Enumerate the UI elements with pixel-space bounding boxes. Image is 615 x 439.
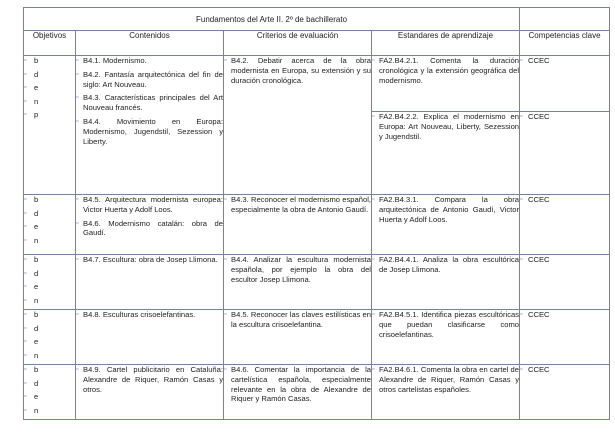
competencia-cell bbox=[520, 56, 610, 112]
objetivo-item: ▫ b bbox=[24, 56, 39, 65]
objetivos-list bbox=[24, 56, 75, 124]
contenidos-cell bbox=[76, 56, 227, 195]
criterio-item: ▫ B4.3. Reconocer el modernismo español, especialmente la obra de Antonio Gaudí. bbox=[224, 195, 371, 214]
objetivos-cell bbox=[24, 310, 79, 365]
estandar-cell bbox=[372, 195, 523, 255]
objetivo-item: ▫ p bbox=[24, 110, 39, 119]
bullet-icon: ▫ bbox=[76, 196, 79, 203]
bullet-icon: ▫ bbox=[24, 406, 27, 414]
bullet-icon: ▫ bbox=[24, 379, 27, 387]
objetivo-item: ▫ n bbox=[24, 295, 39, 305]
bullet-icon: ▫ bbox=[76, 57, 79, 64]
estandar-cell bbox=[372, 112, 523, 195]
bullet-icon: ▫ bbox=[24, 338, 27, 345]
competencia-item: ▫ CCEC bbox=[520, 112, 550, 122]
curriculum-table bbox=[23, 7, 610, 420]
estandar-item: ▫ FA2.B4.3.1. Compara la obra arquitectónica de Antonio Gaudí, Victor Huerta y Adolf Loos. bbox=[372, 195, 520, 224]
contenidos-cell bbox=[76, 310, 227, 365]
estandar-cell bbox=[372, 56, 523, 112]
contenidos-cell bbox=[76, 195, 227, 255]
objetivos-list bbox=[24, 195, 75, 249]
criterio-item: ▫ B4.2. Debatir acerca de la obra modernista en Europa, su extensión y su duración cronológica. bbox=[224, 56, 371, 85]
objetivo-item: ▫ b bbox=[24, 195, 39, 204]
objetivo-item: ▫ e bbox=[24, 83, 39, 92]
bullet-icon: ▫ bbox=[24, 84, 27, 91]
bullet-icon: ▫ bbox=[76, 366, 79, 373]
criterio-cell bbox=[224, 365, 375, 420]
criterio-item: ▫ B4.5. Reconocer las claves estilísticas en la escultura crisoelefantina. bbox=[224, 310, 371, 329]
bullet-icon: ▫ bbox=[24, 283, 27, 290]
criterio-item: ▫ B4.4. Analizar la escultura modernista española, por ejemplo la obra del escultor Josep Llimona. bbox=[224, 255, 371, 284]
bullet-icon: ▫ bbox=[24, 97, 27, 105]
objetivos-cell bbox=[24, 255, 79, 310]
estandar-cell bbox=[372, 310, 523, 365]
bullet-icon: ▫ bbox=[520, 366, 523, 373]
empty-cell bbox=[520, 8, 610, 31]
bullet-icon: ▫ bbox=[24, 296, 27, 304]
bullet-icon: ▫ bbox=[520, 57, 523, 64]
contenidos-cell bbox=[76, 255, 227, 310]
bullet-icon: ▫ bbox=[224, 311, 227, 318]
objetivo-item: ▫ b bbox=[24, 365, 39, 374]
contenido-item: ▫ B4.1. Modernismo. bbox=[76, 56, 147, 65]
objetivos-cell bbox=[24, 56, 79, 195]
estandar-item: ▫ FA2.B4.5.1. Identifica piezas escultóricas que puedan clasificarse como crisoelefantinas. bbox=[372, 310, 520, 339]
bullet-icon: ▫ bbox=[76, 311, 79, 318]
objetivos-list bbox=[24, 255, 75, 309]
objetivo-item: ▫ n bbox=[24, 350, 39, 360]
objetivos-cell bbox=[24, 365, 79, 420]
bullet-icon: ▫ bbox=[224, 57, 227, 64]
bullet-icon: ▫ bbox=[24, 111, 27, 118]
contenidos-cell bbox=[76, 365, 227, 420]
bullet-icon: ▫ bbox=[372, 366, 375, 373]
objetivo-item: ▫ b bbox=[24, 255, 39, 264]
competencia-item: ▫ CCEC bbox=[520, 255, 550, 264]
objetivo-item: ▫ d bbox=[24, 323, 39, 333]
bullet-icon: ▫ bbox=[76, 117, 79, 125]
bullet-icon: ▫ bbox=[520, 113, 523, 121]
criterio-cell bbox=[224, 310, 375, 365]
bullet-icon: ▫ bbox=[76, 219, 79, 227]
bullet-icon: ▫ bbox=[24, 57, 27, 64]
contenido-item: ▫ B4.6. Modernismo catalán: obra de Gaudí. bbox=[76, 218, 223, 238]
objetivo-item: ▫ n bbox=[24, 96, 39, 106]
contenido-item: ▫ B4.4. Movimiento en Europa: Modernismo, Jugendstil, Sezession y Liberty. bbox=[76, 116, 223, 146]
table-row bbox=[24, 195, 610, 255]
bullet-icon: ▫ bbox=[24, 196, 27, 203]
contenido-item: ▫ B4.7. Escultura: obra de Josep Llimona. bbox=[76, 255, 218, 264]
objetivos-list bbox=[24, 310, 75, 364]
objetivo-item: ▫ d bbox=[24, 208, 39, 218]
bullet-icon: ▫ bbox=[520, 311, 523, 318]
objetivo-item: ▫ n bbox=[24, 235, 39, 245]
bullet-icon: ▫ bbox=[76, 70, 79, 78]
bullet-icon: ▫ bbox=[372, 113, 375, 121]
estandar-item: ▫ FA2.B4.2.1. Comenta la duración cronológica y la extensión geográfica del modernismo. bbox=[372, 56, 520, 85]
estandar-cell bbox=[372, 255, 523, 310]
bullet-icon: ▫ bbox=[24, 366, 27, 373]
criterio-cell bbox=[224, 255, 375, 310]
competencia-item: ▫ CCEC bbox=[520, 195, 550, 204]
objetivos-cell bbox=[24, 195, 79, 255]
bullet-icon: ▫ bbox=[24, 311, 27, 318]
competencia-item: ▫ CCEC bbox=[520, 310, 550, 319]
bullet-icon: ▫ bbox=[24, 256, 27, 263]
contenido-item: ▫ B4.9. Cartel publicitario en Cataluña: Alexandre de Riquer, Ramón Casas y otros. bbox=[76, 365, 223, 394]
contenido-item: ▫ B4.3. Características principales del Art Nouveau francés. bbox=[76, 93, 223, 113]
objetivo-item: ▫ n bbox=[24, 405, 39, 415]
estandar-item: ▫ FA2.B4.4.1. Analiza la obra escultórica de Josep Llimona. bbox=[372, 255, 520, 274]
bullet-icon: ▫ bbox=[224, 196, 227, 203]
bullet-icon: ▫ bbox=[76, 94, 79, 102]
competencia-cell bbox=[520, 112, 610, 195]
objetivo-item: ▫ b bbox=[24, 310, 39, 319]
bullet-icon: ▫ bbox=[372, 311, 375, 318]
table-row bbox=[24, 365, 610, 420]
header-criterios: Criterios de evaluación bbox=[224, 31, 372, 56]
competencia-cell bbox=[520, 195, 610, 255]
bullet-icon: ▫ bbox=[24, 324, 27, 332]
objetivo-item: ▫ d bbox=[24, 268, 39, 278]
bullet-icon: ▫ bbox=[372, 57, 375, 64]
bullet-icon: ▫ bbox=[372, 256, 375, 263]
contenido-item: ▫ B4.8. Esculturas crisoelefantinas. bbox=[76, 310, 196, 319]
objetivo-item: ▫ e bbox=[24, 392, 39, 401]
competencia-cell bbox=[520, 255, 610, 310]
bullet-icon: ▫ bbox=[24, 236, 27, 244]
bullet-icon: ▫ bbox=[224, 366, 227, 373]
table-row bbox=[24, 310, 610, 365]
criterio-cell bbox=[224, 195, 375, 255]
bullet-icon: ▫ bbox=[24, 70, 27, 78]
objetivo-item: ▫ e bbox=[24, 282, 39, 291]
bullet-icon: ▫ bbox=[224, 256, 227, 263]
bullet-icon: ▫ bbox=[372, 196, 375, 203]
header-competencias: Competencias clave bbox=[520, 31, 610, 56]
bullet-icon: ▫ bbox=[76, 256, 79, 263]
objetivos-list bbox=[24, 365, 75, 419]
table-row bbox=[24, 56, 610, 112]
competencia-item: ▫ CCEC bbox=[520, 365, 550, 374]
criterio-cell bbox=[224, 56, 375, 195]
bullet-icon: ▫ bbox=[520, 196, 523, 203]
objetivo-item: ▫ d bbox=[24, 378, 39, 388]
competencia-item: ▫ CCEC bbox=[520, 56, 550, 65]
header-objetivos: Objetivos bbox=[24, 31, 76, 56]
header-estandares: Estandares de aprendizaje bbox=[372, 31, 520, 56]
bullet-icon: ▫ bbox=[24, 209, 27, 217]
criterio-item: ▫ B4.6. Comentar la importancia de la cartelística española, especialmente relevante en la obra de Alexandre de Riquer y Ramón Casas. bbox=[224, 365, 371, 404]
bullet-icon: ▫ bbox=[24, 393, 27, 400]
bullet-icon: ▫ bbox=[24, 223, 27, 230]
competencia-cell bbox=[520, 310, 610, 365]
objetivo-item: ▫ e bbox=[24, 337, 39, 346]
bullet-icon: ▫ bbox=[24, 351, 27, 359]
estandar-cell bbox=[372, 365, 523, 420]
bullet-icon: ▫ bbox=[520, 256, 523, 263]
header-contenidos: Contenidos bbox=[76, 31, 224, 56]
table-title: Fundamentos del Arte II. 2º de bachillerato bbox=[24, 8, 520, 31]
estandar-item: ▫ FA2.B4.2.2. Explica el modernismo en Europa: Art Nouveau, Liberty, Sezession y Jugendstil. bbox=[372, 112, 520, 142]
objetivo-item: ▫ d bbox=[24, 69, 39, 79]
table-row bbox=[24, 255, 610, 310]
objetivo-item: ▫ e bbox=[24, 222, 39, 231]
bullet-icon: ▫ bbox=[24, 269, 27, 277]
contenido-item: ▫ B4.2. Fantasía arquitectónica del fin de siglo: Art Nouveau. bbox=[76, 69, 223, 89]
contenido-item: ▫ B4.5. Arquitectura modernista europea: Victor Huerta y Adolf Loos. bbox=[76, 195, 223, 214]
estandar-item: ▫ FA2.B4.6.1. Comenta la obra en cartel de Alexandre de Riquer, Ramón Casas y otros cartelistas españoles. bbox=[372, 365, 520, 394]
competencia-cell bbox=[520, 365, 610, 420]
